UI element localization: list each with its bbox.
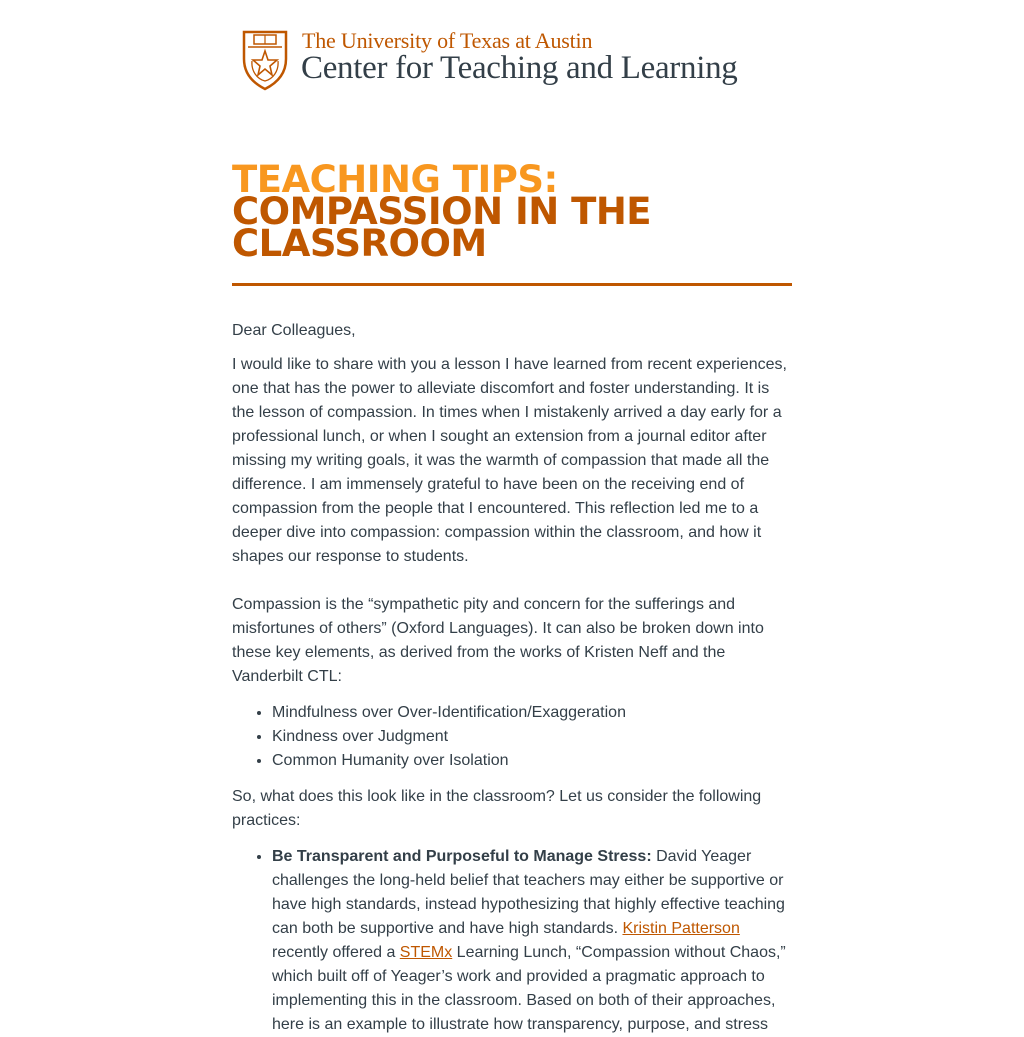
title-line-2: COMPASSION IN THE (232, 190, 652, 233)
logo-center-name: Center for Teaching and Learning (301, 50, 738, 86)
email-page (232, 0, 792, 1037)
practice-heading: Be Transparent and Purposeful to Manage Stress: (272, 848, 652, 865)
stemx-link[interactable]: STEMx (399, 944, 453, 961)
page-title (232, 158, 792, 265)
paragraph-3: So, what does this look like in the classroom? Let us consider the following practices: (232, 788, 762, 829)
body-content (232, 319, 792, 1037)
compassion-elements-list (232, 701, 792, 773)
paragraph-1: I would like to share with you a lesson I have learned from recent experiences, one that has the power to alleviate discomfort and foster understanding. It is the lesson of compassion. In times when I mistakenly arrived a day early for a professional lunch, or when I sought an extension from a journal editor after missing my writing goals, it was the warmth of compassion that made all the difference. I am immensely grateful to have been on the receiving end of compassion from the people that I encountered. This reflection led me to a deeper dive into compassion: compassion within the classroom, and how it shapes our response to students. (232, 356, 787, 565)
list-item: • Kindness over Judgment (272, 725, 792, 749)
list-item: • Common Humanity over Isolation (272, 749, 792, 773)
header (232, 0, 792, 100)
list-item: • Mindfulness over Over-Identification/Exaggeration (272, 701, 792, 725)
greeting: Dear Colleagues, (232, 322, 356, 339)
practice-text: recently offered a (272, 944, 400, 961)
title-divider (232, 283, 792, 286)
ut-shield-icon (241, 29, 289, 91)
practice-text: David Yeager challenges the long-held belief that teachers may either be supportive or have high standards, instead hypothesizing that highly effective teaching can both be supportive and have high standards. (272, 848, 785, 937)
paragraph-2: Compassion is the “sympathetic pity and concern for the sufferings and misfortunes of others” (Oxford Languages). It can also be broken down into these key elements, as derived from the works of Kristen Neff and the Vanderbilt CTL: (232, 596, 764, 685)
practices-list (232, 845, 792, 1037)
kristin-patterson-link[interactable]: Kristin Patterson (622, 920, 740, 937)
title-line-3: CLASSROOM (232, 222, 487, 265)
logo-university-name: The University of Texas at Austin (302, 28, 593, 53)
practice-text: Learning Lunch, “Compassion without Chaos,” which built off of Yeager’s work and provided a pragmatic approach to implementing this in the classroom. Based on both of their approaches, here is an example to illustrate how transparency, purpose, and stress (272, 944, 786, 1033)
title-line-1: TEACHING TIPS: (232, 158, 558, 201)
practice-item (272, 845, 792, 1037)
